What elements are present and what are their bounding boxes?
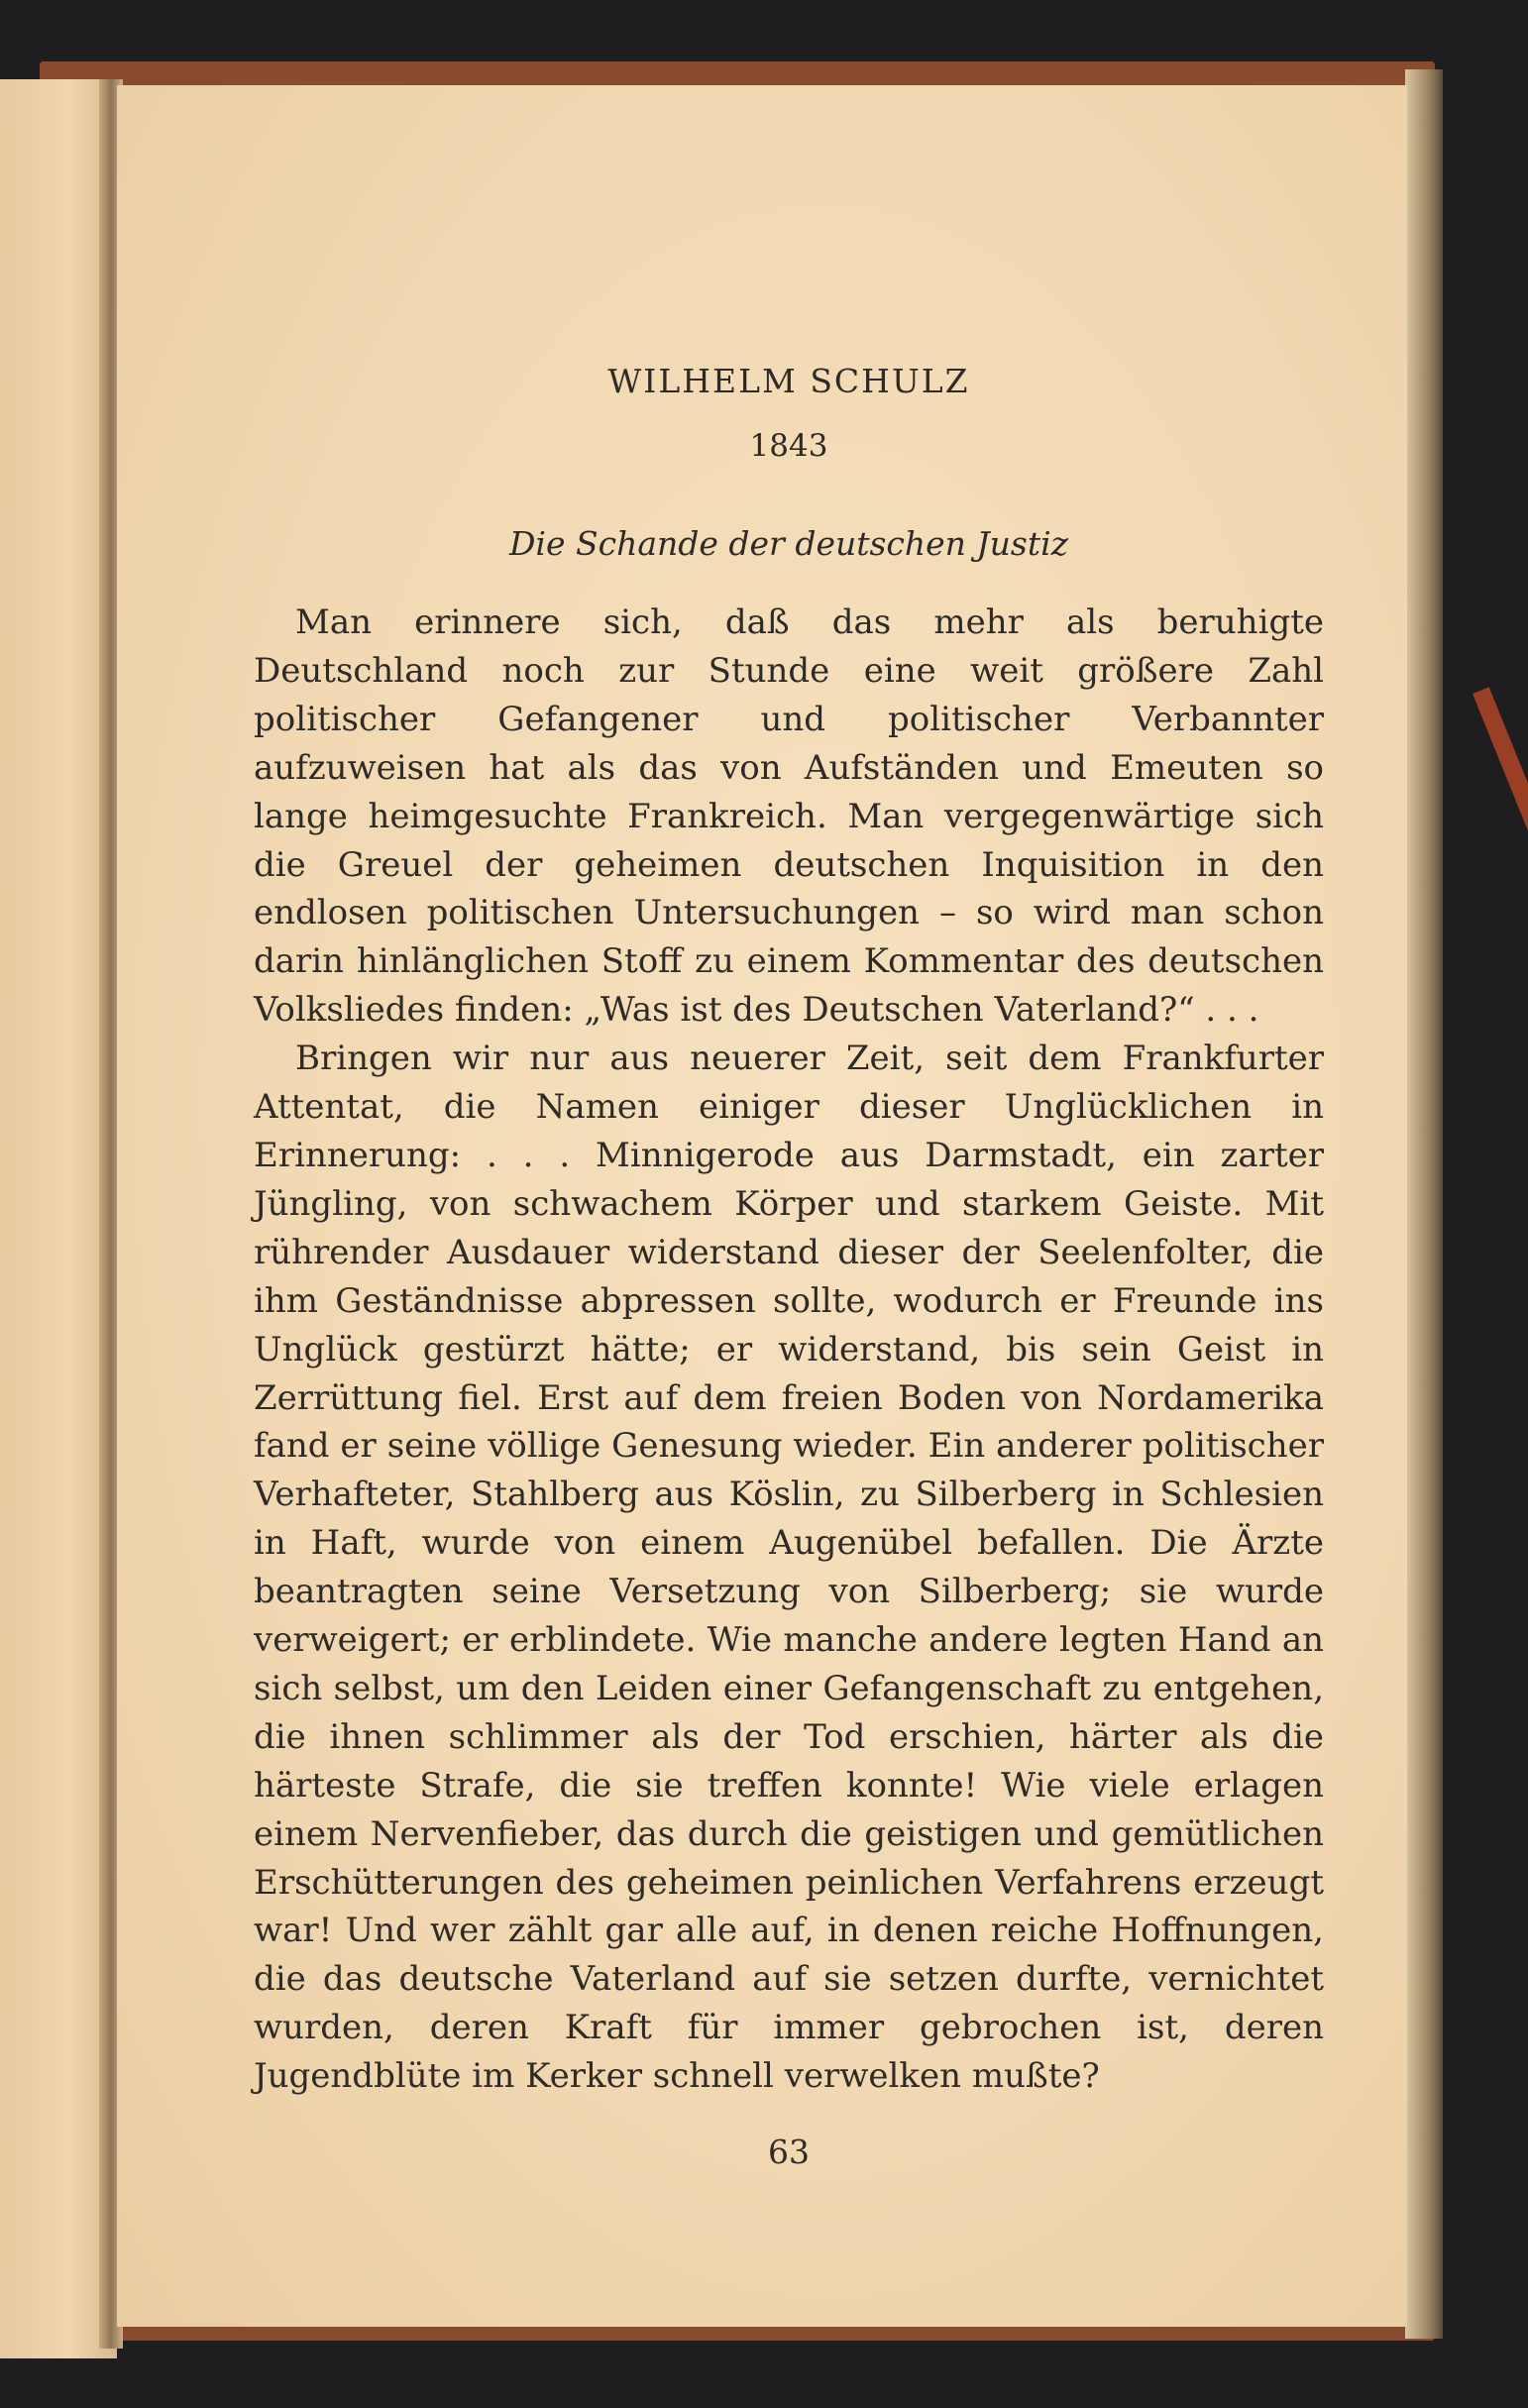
bookmark-ribbon — [1473, 687, 1528, 831]
book-page — [117, 85, 1407, 2327]
year-heading: 1843 — [749, 428, 828, 464]
page-content — [254, 270, 1324, 2097]
paragraph: Man erinnere sich, daß das mehr als beruhigte Deutschland noch zur Stunde eine weit größere Zahl politischer Gefangener und politischer Verbannter aufzuweisen hat als das von Aufständen und Emeuten so lange heimgesuchte Frankreich. Man vergegenwärtige sich die Greuel der geheimen deutschen Inquisition in den endlosen politischen Untersuchungen – so wird man schon darin hinlänglichen Stoff zu einem Kommentar des deutschen Volksliedes finden: „Was ist des Deutschen Vaterland?“ . . . — [254, 602, 1324, 1031]
body-text — [254, 599, 1324, 2101]
author-heading: WILHELM SCHULZ — [607, 362, 970, 400]
chapter-title: Die Schande der deutschen Justiz — [508, 524, 1069, 563]
page-edges — [1405, 69, 1443, 2339]
paragraph: Bringen wir nur aus neuerer Zeit, seit dem Frankfurter Attentat, die Namen einiger dieser Unglücklichen in Erinnerung: . . . Minnigerode aus Darmstadt, ein zarter Jüngling, von schwachem Körper und starkem Geiste. Mit rührender Ausdauer widerstand dieser der Seelenfolter, die ihm Geständnisse abpressen sollte, wodurch er Freunde ins Unglück gestürzt hätte; er widerstand, bis sein Geist in Zerrüttung fiel. Erst auf dem freien Boden von Nordamerika fand er seine völlige Genesung wieder. Ein anderer politischer Verhafteter, Stahlberg aus Köslin, zu Silberberg in Schlesien in Haft, wurde von einem Augenübel befallen. Die Ärzte beantragten seine Versetzung von Silberberg; sie wurde verweigert; er erblindete. Wie manche andere legten Hand an sich selbst, um den Leiden einer Gefangenschaft zu entgehen, die ihnen schlimmer als der Tod erschien, härter als die härteste Strafe, die sie treffen konnte! Wie viele erlagen einem Nervenfieber, das durch die geistigen und gemütlichen Erschütterungen des geheimen peinlichen Verfahrens erzeugt war! Und wer zählt gar alle auf, in denen reiche Hoffnungen, die das deutsche Vaterland auf sie setzen durfte, vernichtet wurden, deren Kraft für immer gebrochen ist, deren Jugendblüte im Kerker schnell verwelken mußte? — [254, 1039, 1324, 2097]
page-number: 63 — [768, 2133, 810, 2171]
